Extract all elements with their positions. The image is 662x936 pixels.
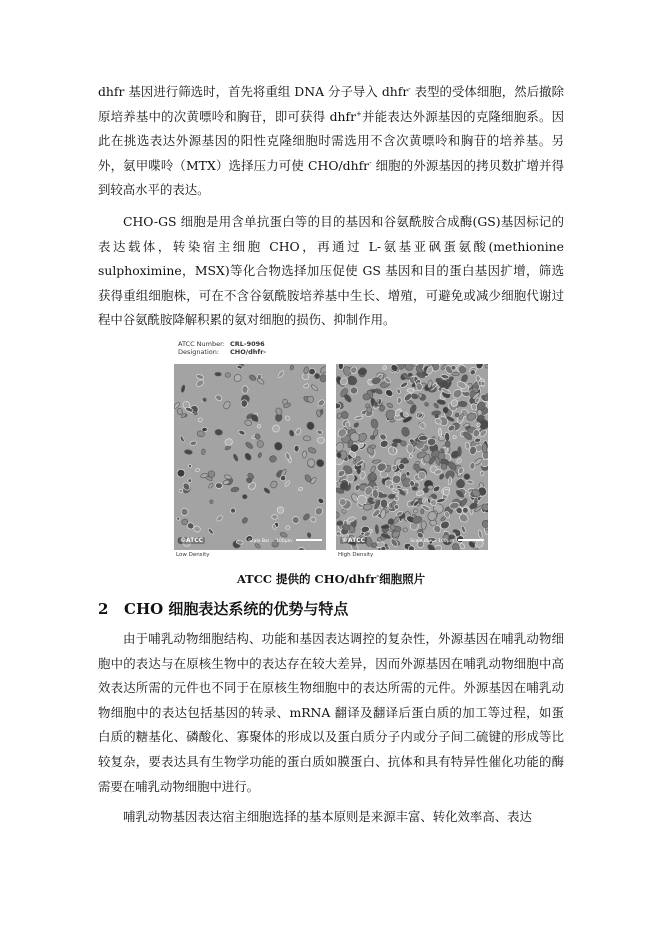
- caption-text: 细胞照片: [379, 572, 426, 586]
- cell-texture: [412, 487, 418, 491]
- cell-texture: [225, 372, 231, 377]
- cell-texture: [363, 393, 370, 400]
- high-density-photo: [336, 364, 488, 550]
- cell-texture: [362, 516, 366, 520]
- cell-texture: [444, 432, 450, 441]
- cell-texture: [458, 447, 462, 457]
- cell-texture: [421, 521, 427, 530]
- cell-texture: [409, 455, 413, 458]
- cell-texture: [201, 449, 205, 455]
- cell-texture: [350, 387, 358, 394]
- atcc-number-label: ATCC Number:: [178, 340, 225, 348]
- cell-texture: [188, 479, 192, 483]
- cell-texture: [209, 500, 213, 504]
- cell-texture: [481, 381, 485, 386]
- cell-texture: [290, 365, 294, 370]
- section-title: CHO 细胞表达系统的优势与特点: [124, 600, 349, 618]
- superscript: -: [369, 158, 372, 167]
- cell-texture: [458, 401, 467, 407]
- cell-photo-figure: [174, 340, 488, 560]
- cell-texture: [452, 372, 460, 376]
- superscript: -: [408, 84, 411, 93]
- cell-texture: [294, 445, 299, 452]
- cell-texture: [257, 440, 264, 448]
- cell-texture: [303, 436, 311, 442]
- cell-texture: [392, 465, 397, 471]
- scale-bar: [296, 539, 322, 541]
- paragraph-dhfr-selection: [98, 80, 564, 203]
- cell-texture: [320, 375, 326, 383]
- atcc-number-value: CRL-9096: [230, 340, 265, 348]
- cell-texture: [418, 435, 428, 441]
- low-density-photo: [174, 364, 326, 550]
- cell-texture: [445, 441, 450, 448]
- cell-texture: [242, 385, 249, 393]
- cell-texture: [482, 443, 487, 453]
- cell-texture: [337, 452, 342, 458]
- cell-texture: [356, 467, 361, 473]
- cell-texture: [302, 373, 309, 379]
- superscript: +: [356, 109, 362, 118]
- cell-texture: [338, 364, 343, 370]
- cell-texture: [388, 494, 395, 499]
- cell-texture: [453, 529, 459, 532]
- atcc-logo: ©ATCC: [342, 537, 366, 544]
- atcc-logo: ©ATCC: [180, 537, 204, 544]
- cell-texture: [272, 514, 279, 519]
- cell-texture: [398, 463, 405, 469]
- cell-texture: [421, 509, 425, 514]
- cell-texture: [427, 485, 433, 489]
- low-density-micrograph: [174, 364, 326, 550]
- paragraph-mammalian-expression: 由于哺乳动物细胞结构、功能和基因表达调控的复杂性，外源基因在哺乳动物细胞中的表达与在原核生物中的表达存在较大差异，因而外源基因在哺乳动物细胞中高效表达所需的元件也不同于在原核生物细胞中的表达所需的元件。外源基因在哺乳动物细胞中的表达包括基因的转录、mRNA 翻译及翻译后蛋白质的加工等过程，如蛋白质的糖基化、磷酸化、寡聚体的形成以及蛋白质分子内或分子间二硫键的形成等比较复杂，要表达具有生物学功能的蛋白质如膜蛋白、抗体和具有特异性催化功能的酶需要在哺乳动物细胞中进行。: [98, 631, 564, 794]
- section-number: 2: [98, 600, 109, 618]
- paragraph-host-selection: 哺乳动物基因表达宿主细胞选择的基本原则是来源丰富、转化效率高、表达: [123, 809, 532, 824]
- text-run: 并能表达外源基因的克隆细胞系。因此在挑选表达外源基因的阳性克隆细胞时需选用不含次黄嘌呤和胸苷的培养基。另外，氨甲喋呤（MTX）选择压力可使 CHO/dhfr: [98, 108, 565, 173]
- cell-texture: [277, 506, 284, 513]
- designation-label: Designation:: [178, 348, 220, 356]
- cell-texture: [464, 474, 470, 480]
- cell-texture: [307, 459, 315, 468]
- cell-texture: [215, 483, 222, 489]
- cell-texture: [397, 397, 402, 403]
- cell-texture: [336, 403, 341, 409]
- figure-caption: [0, 571, 662, 587]
- text-run: 细胞的外源基因的拷贝数扩增并得到较高水平的表达。: [98, 157, 564, 198]
- cell-texture: [215, 429, 223, 435]
- caption-text: ATCC 提供的 CHO/dhfr: [236, 572, 377, 586]
- cell-texture: [443, 489, 450, 496]
- high-density-micrograph: [336, 364, 488, 550]
- paragraph-cho-gs: CHO-GS 细胞是用含单抗蛋白等的目的基因和谷氨酰胺合成酶(GS)基因标记的表达载体，转染宿主细胞 CHO，再通过 L-氨基亚砜蛋氨酸(methionine sulphoximine，MSX)等化合物选择加压促使 GS 基因和目的蛋白基因扩增，筛选获得重组细胞株，可在不含谷氨酰胺培养基中生长、增殖，可避免或减少细胞代谢过程中谷氨酰胺降解积累的氨对细胞的损伤、抑制作用。: [98, 214, 564, 328]
- section-heading: [98, 598, 348, 619]
- text-run: 表型的受体细胞，然后撤除原培养基中的次黄嘌呤和胸苷，即可获得 dhfr: [98, 84, 564, 124]
- cell-texture: [215, 372, 222, 376]
- cell-texture: [394, 504, 399, 509]
- cell-texture: [408, 373, 412, 377]
- designation-value: CHO/dhfr-: [230, 348, 267, 356]
- text-run: dhfr 基因进行筛选时，首先将重组 DNA 分子导入 dhfr: [98, 84, 409, 99]
- cell-texture: [407, 444, 414, 454]
- cell-texture: [317, 437, 325, 444]
- cell-texture: [381, 525, 389, 529]
- cell-texture: [386, 410, 396, 420]
- caption-superscript: -: [376, 571, 380, 581]
- high-density-label: High Density: [338, 552, 374, 558]
- scale-bar-label: Scale Bar = 100µm: [410, 539, 454, 544]
- scale-bar-label: Scale Bar = 100µm: [248, 539, 292, 544]
- cell-texture: [198, 418, 203, 422]
- scale-bar: [458, 539, 484, 541]
- figure-header: [178, 340, 266, 356]
- low-density-label: Low Density: [176, 552, 210, 558]
